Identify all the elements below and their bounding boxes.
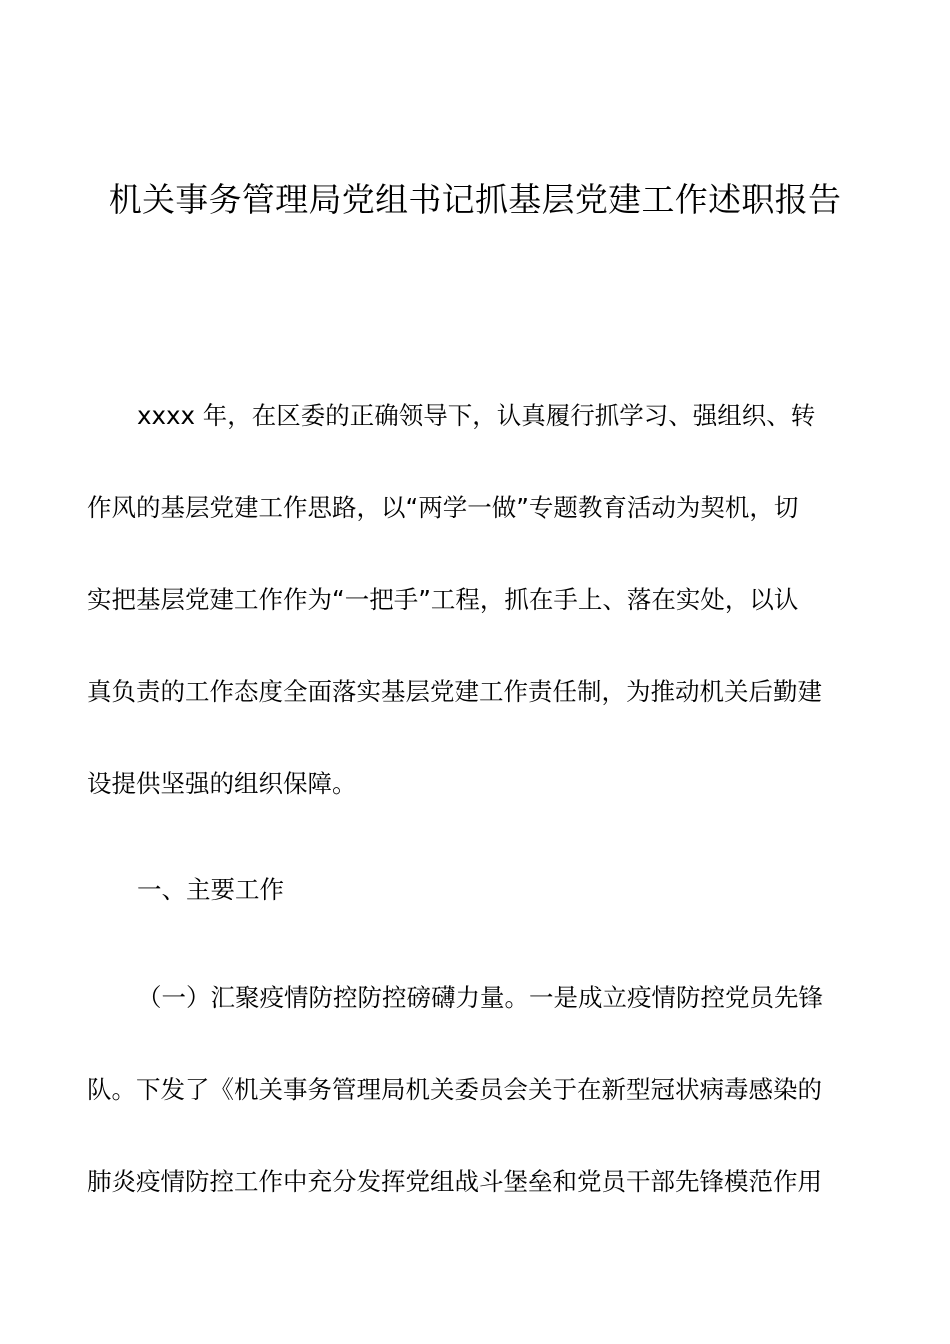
paragraph-line: 肺炎疫情防控工作中充分发挥党组战斗堡垒和党员干部先锋模范作用 <box>87 1167 822 1196</box>
paragraph-line: 队。下发了《机关事务管理局机关委员会关于在新型冠状病毒感染的 <box>87 1075 822 1104</box>
paragraph-line: xxxx 年，在区委的正确领导下，认真履行抓学习、强组织、转 <box>137 401 816 430</box>
document-title: 机关事务管理局党组书记抓基层党建工作述职报告 <box>108 180 842 220</box>
paragraph-line: （一）汇聚疫情防控防控磅礴力量。一是成立疫情防控党员先锋 <box>137 983 823 1012</box>
paragraph-line: 作风的基层党建工作思路，以“两学一做”专题教育活动为契机，切 <box>87 493 799 522</box>
paragraph-line: 真负责的工作态度全面落实基层党建工作责任制，为推动机关后勤建 <box>87 677 822 706</box>
intro-paragraph <box>87 370 863 830</box>
paragraph-line: 设提供坚强的组织保障。 <box>87 769 357 798</box>
section1-paragraph <box>87 952 863 1228</box>
section-heading: 一、主要工作 <box>137 875 284 904</box>
paragraph-line: 实把基层党建工作作为“一把手”工程，抓在手上、落在实处，以认 <box>87 585 799 614</box>
